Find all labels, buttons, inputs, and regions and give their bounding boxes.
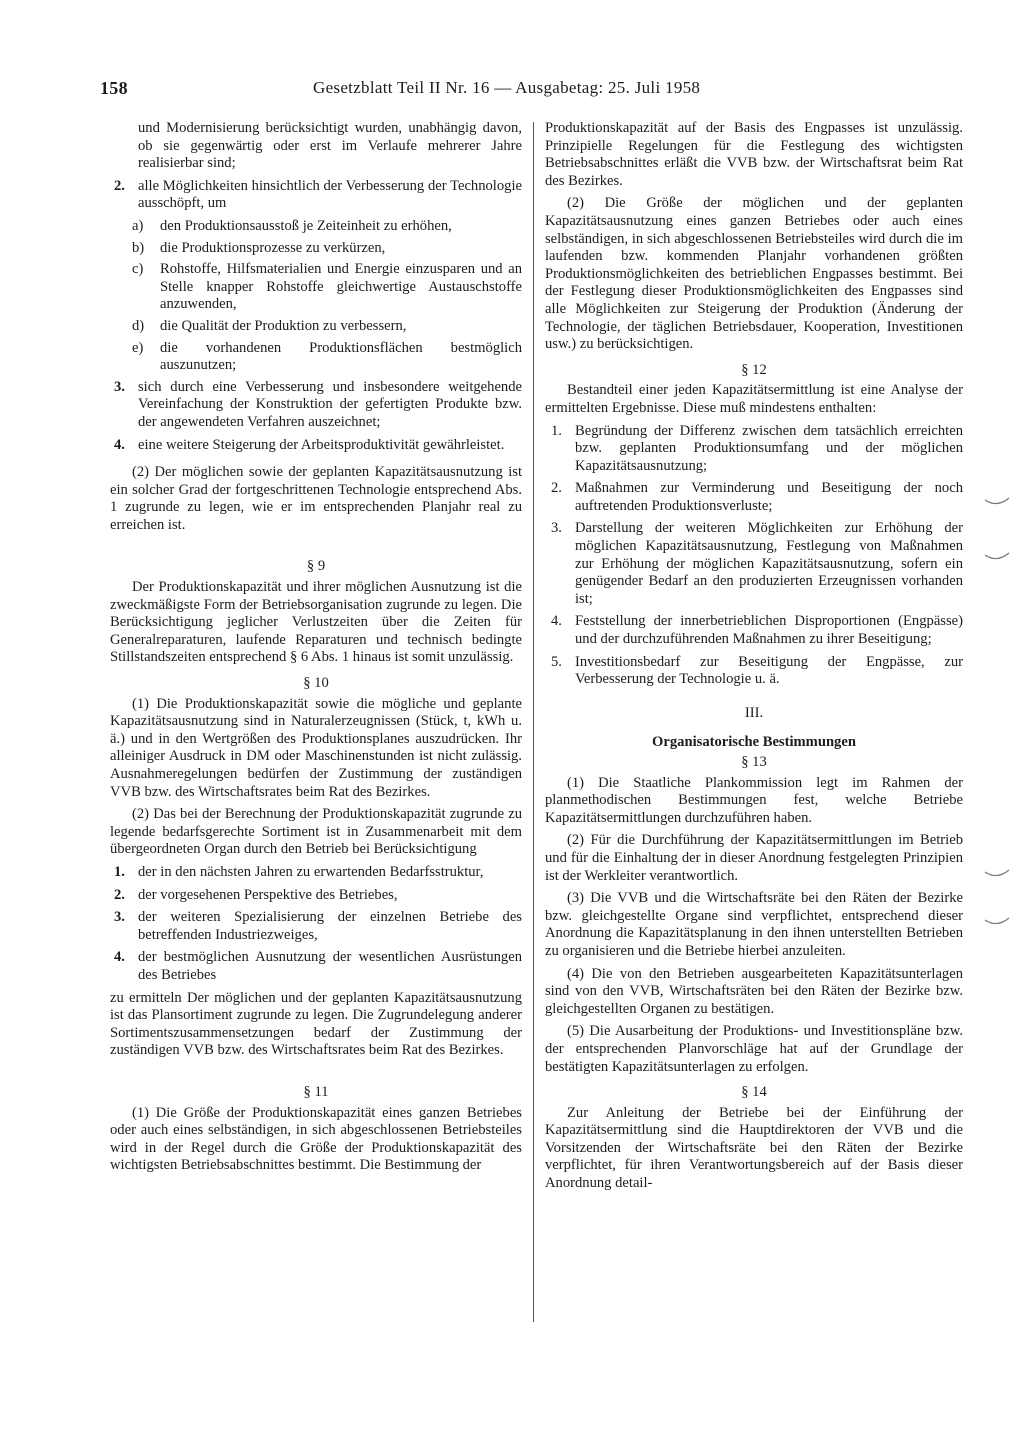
page-header	[100, 75, 980, 101]
part-number: III.	[744, 704, 764, 721]
pencil-mark	[985, 870, 1009, 876]
list-item: 3. der weiteren Spezialisierung der einzelnen Betriebe des betreffenden Industriezweiges,	[114, 909, 522, 943]
section-heading: § 10	[303, 675, 329, 692]
list-item: 2. Maßnahmen zur Verminderung und Beseitigung der noch auftretenden Produktionsverluste;	[551, 480, 963, 514]
paragraph: (2) Der möglichen sowie der geplanten Kapazitätsausnutzung ist ein solcher Grad der fortgeschrittenen Technologie entsprechend Abs. 1 zugrunde zu legen, wie er im entsprechenden Planjahr real zu erreichen ist.	[110, 464, 522, 533]
sub-list-item: c) Rohstoffe, Hilfsmaterialien und Energie einzusparen und an Stelle knapper Rohstoffe gleichwertige Austauschstoffe anzuwenden,	[132, 261, 522, 313]
list-item: 2. alle Möglichkeiten hinsichtlich der Verbesserung der Technologie ausschöpft, um	[114, 177, 522, 212]
sub-list-item: e) die vorhandenen Produktionsflächen bestmöglich auszunutzen;	[132, 339, 522, 374]
list-item: 1. Begründung der Differenz zwischen dem tatsächlich erreichten bzw. geplanten Produktionsumfang und der möglichen Kapazitätsausnutzung;	[551, 422, 963, 474]
paragraph: (2) Das bei der Berechnung der Produktionskapazität zugrunde zu legende bedarfsgerechte Sortiment ist in Zusammenarbeit mit dem übergeordneten Organ durch den Betrieb bei Berücksichtigung	[110, 806, 522, 858]
left-column	[110, 120, 522, 1180]
pencil-mark	[985, 553, 1009, 559]
section-heading: § 9	[306, 558, 326, 575]
paragraph: Der Produktionskapazität und ihrer möglichen Ausnutzung ist die zweckmäßigste Form der Betriebsorganisation zugrunde zu legen. Die Berücksichtigung jeglicher Verlustzeiten über die Zeiten für Generalreparaturen, laufende Reparaturen und technisch bedingte Stillstandszeiten entsprechend § 6 Abs. 1 hinaus ist somit unzulässig.	[110, 579, 522, 666]
paragraph: Bestandteil einer jeden Kapazitätsermittlung ist eine Analyse der ermittelten Ergebnisse. Diese muß mindestens enthalten:	[545, 382, 963, 416]
section-heading: § 11	[303, 1083, 329, 1100]
paragraph: (2) Die Größe der möglichen und der geplanten Kapazitätsausnutzung eines ganzen Betriebes oder auch eines selbständigen, in sich abgeschlossenen Betriebsteiles wird durch die im laufenden bzw. kommenden Planjahr vorhandenen größten Produktionsmöglichkeiten des betrieblichen Engpasses bestimmt. Bei der Festlegung dieser Produktionsmöglichkeiten des Engpasses sind alle Möglichkeiten zur Steigerung der Produktion (Änderung der Technologie, der täglichen Betriebsdauer, Kooperation, Investitionen usw.) zu berücksichtigen.	[545, 195, 963, 353]
paragraph: (5) Die Ausarbeitung der Produktions- und Investitionspläne bzw. der entsprechenden Planvorschläge hat auf der Grundlage der bestätigten Kapazitätsunterlagen zu erfolgen.	[545, 1023, 963, 1075]
pencil-mark	[985, 918, 1009, 924]
right-column	[545, 120, 963, 1198]
paragraph: (1) Die Größe der Produktionskapazität eines ganzen Betriebes oder auch eines selbständigen, in sich abgeschlossenen Betriebsteiles wird in der Regel durch die Größe der Produktionskapazität des wichtigsten Betriebsabschnittes bestimmt. Die Bestimmung der	[110, 1104, 522, 1174]
sub-list-item: a) den Produktionsausstoß je Zeiteinheit zu erhöhen,	[132, 217, 452, 234]
list-item: 3. sich durch eine Verbesserung und insbesondere weitgehende Vereinfachung der Konstruktion der gefertigten Produkte bzw. der angewendeten Verfahren auszeichnet;	[114, 378, 522, 430]
list-item: 4. der bestmöglichen Ausnutzung der wesentlichen Ausrüstungen des Betriebes	[114, 949, 522, 983]
part-heading: Organisatorische Bestimmungen	[652, 734, 856, 751]
paragraph: (3) Die VVB und die Wirtschaftsräte bei den Räten der Bezirke bzw. gleichgestellte Organe sind verpflichtet, entsprechend dieser Anordnung die Kapazitätsplanung in den ihnen unterstellten Betrieben zu organisieren und die Betriebe hierbei anzuleiten.	[545, 890, 963, 959]
paragraph: (1) Die Produktionskapazität sowie die mögliche und geplante Kapazitätsausnutzung sind in Naturalerzeugnissen (Stück, t, kWh u. ä.) und in den Wertgrößen des Produktionsplanes auszudrücken. Ihr alleiniger Ausdruck in DM oder Maschinenstunden ist nicht zulässig. Ausnahmeregelungen bedürfen der Zustimmung der zuständigen VVB bzw. des Wirtschaftsrates beim Rat des Bezirkes.	[110, 695, 522, 800]
section-heading: § 13	[741, 754, 767, 770]
list-item: 1. der in den nächsten Jahren zu erwartenden Bedarfsstruktur,	[114, 863, 484, 880]
paragraph: (1) Die Staatliche Plankommission legt im Rahmen der planmethodischen Bestimmungen fest, welche Betriebe Kapazitätsermittlungen durchzuführen haben.	[545, 774, 963, 826]
paragraph: zu ermitteln Der möglichen und der geplanten Kapazitätsausnutzung ist das Plansortiment zugrunde zu legen. Die Zugrundelegung anderer Sortimentszusammensetzungen bedarf der Zustimmung der zuständigen VVB bzw. des Wirtschaftsrates beim Rat des Bezirkes.	[110, 989, 522, 1059]
section-heading: § 12	[741, 361, 767, 378]
paragraph: (4) Die von den Betrieben ausgearbeiteten Kapazitätsunterlagen sind von den VVB, Wirtschaftsräten bei den Räten der Bezirke bzw. gleichgestellten Organen zu bestätigen.	[545, 965, 963, 1017]
list-item: 4. Feststellung der innerbetrieblichen Disproportionen (Engpässe) und der durchzuführenden Maßnahmen zu ihrer Beseitigung;	[551, 613, 963, 648]
paragraph: Produktionskapazität auf der Basis des Engpasses ist unzulässig. Prinzipielle Regelungen für die Festlegung des wichtigsten Betriebsabschnittes erläßt die VVB bzw. der Wirtschaftsrat beim Rat des Bezirkes.	[545, 120, 963, 189]
page-number: 158	[100, 78, 128, 98]
gazette-title: Gesetzblatt Teil II Nr. 16 — Ausgabetag: 25. Juli 1958	[313, 78, 701, 97]
list-item: 2. der vorgesehenen Perspektive des Betriebes,	[114, 886, 398, 903]
list-item: 3. Darstellung der weiteren Möglichkeiten zur Erhöhung der möglichen Kapazitätsausnutzung, Festlegung von Maßnahmen zur Erhöhung der möglichen Kapazitätsausnutzung, sofern ein genügender Bedarf an den produzierten Erzeugnissen vorhanden ist;	[551, 520, 963, 607]
section-heading: § 14	[741, 1084, 767, 1101]
sub-list-item: b) die Produktionsprozesse zu verkürzen,	[132, 239, 386, 256]
paragraph: Zur Anleitung der Betriebe bei der Einführung der Kapazitätsermittlung sind die Hauptdirektoren der VVB und die Vorsitzenden der Wirtschaftsräte bei den Räten der Bezirke verpflichtet, für ihren Verantwortungsbereich auf der Basis dieser Anordnung detail-	[545, 1104, 963, 1192]
column-divider	[533, 122, 534, 1322]
list-item: 5. Investitionsbedarf zur Beseitigung der Engpässe, zur Verbesserung der Technologie u. ä.	[551, 653, 963, 688]
paragraph: (2) Für die Durchführung der Kapazitätsermittlungen im Betrieb und für die Einhaltung der in dieser Anordnung festgelegten Prinzipien ist der Werkleiter verantwortlich.	[545, 832, 963, 884]
list-item: 4. eine weitere Steigerung der Arbeitsproduktivität gewährleistet.	[114, 436, 505, 453]
pencil-mark	[985, 498, 1009, 504]
sub-list-item: d) die Qualität der Produktion zu verbessern,	[132, 317, 407, 334]
continuation-text: und Modernisierung berücksichtigt wurden, unabhängig davon, ob sie gegenwärtig oder erst im Verlaufe mehrerer Jahre realisierbar sind;	[138, 120, 522, 172]
